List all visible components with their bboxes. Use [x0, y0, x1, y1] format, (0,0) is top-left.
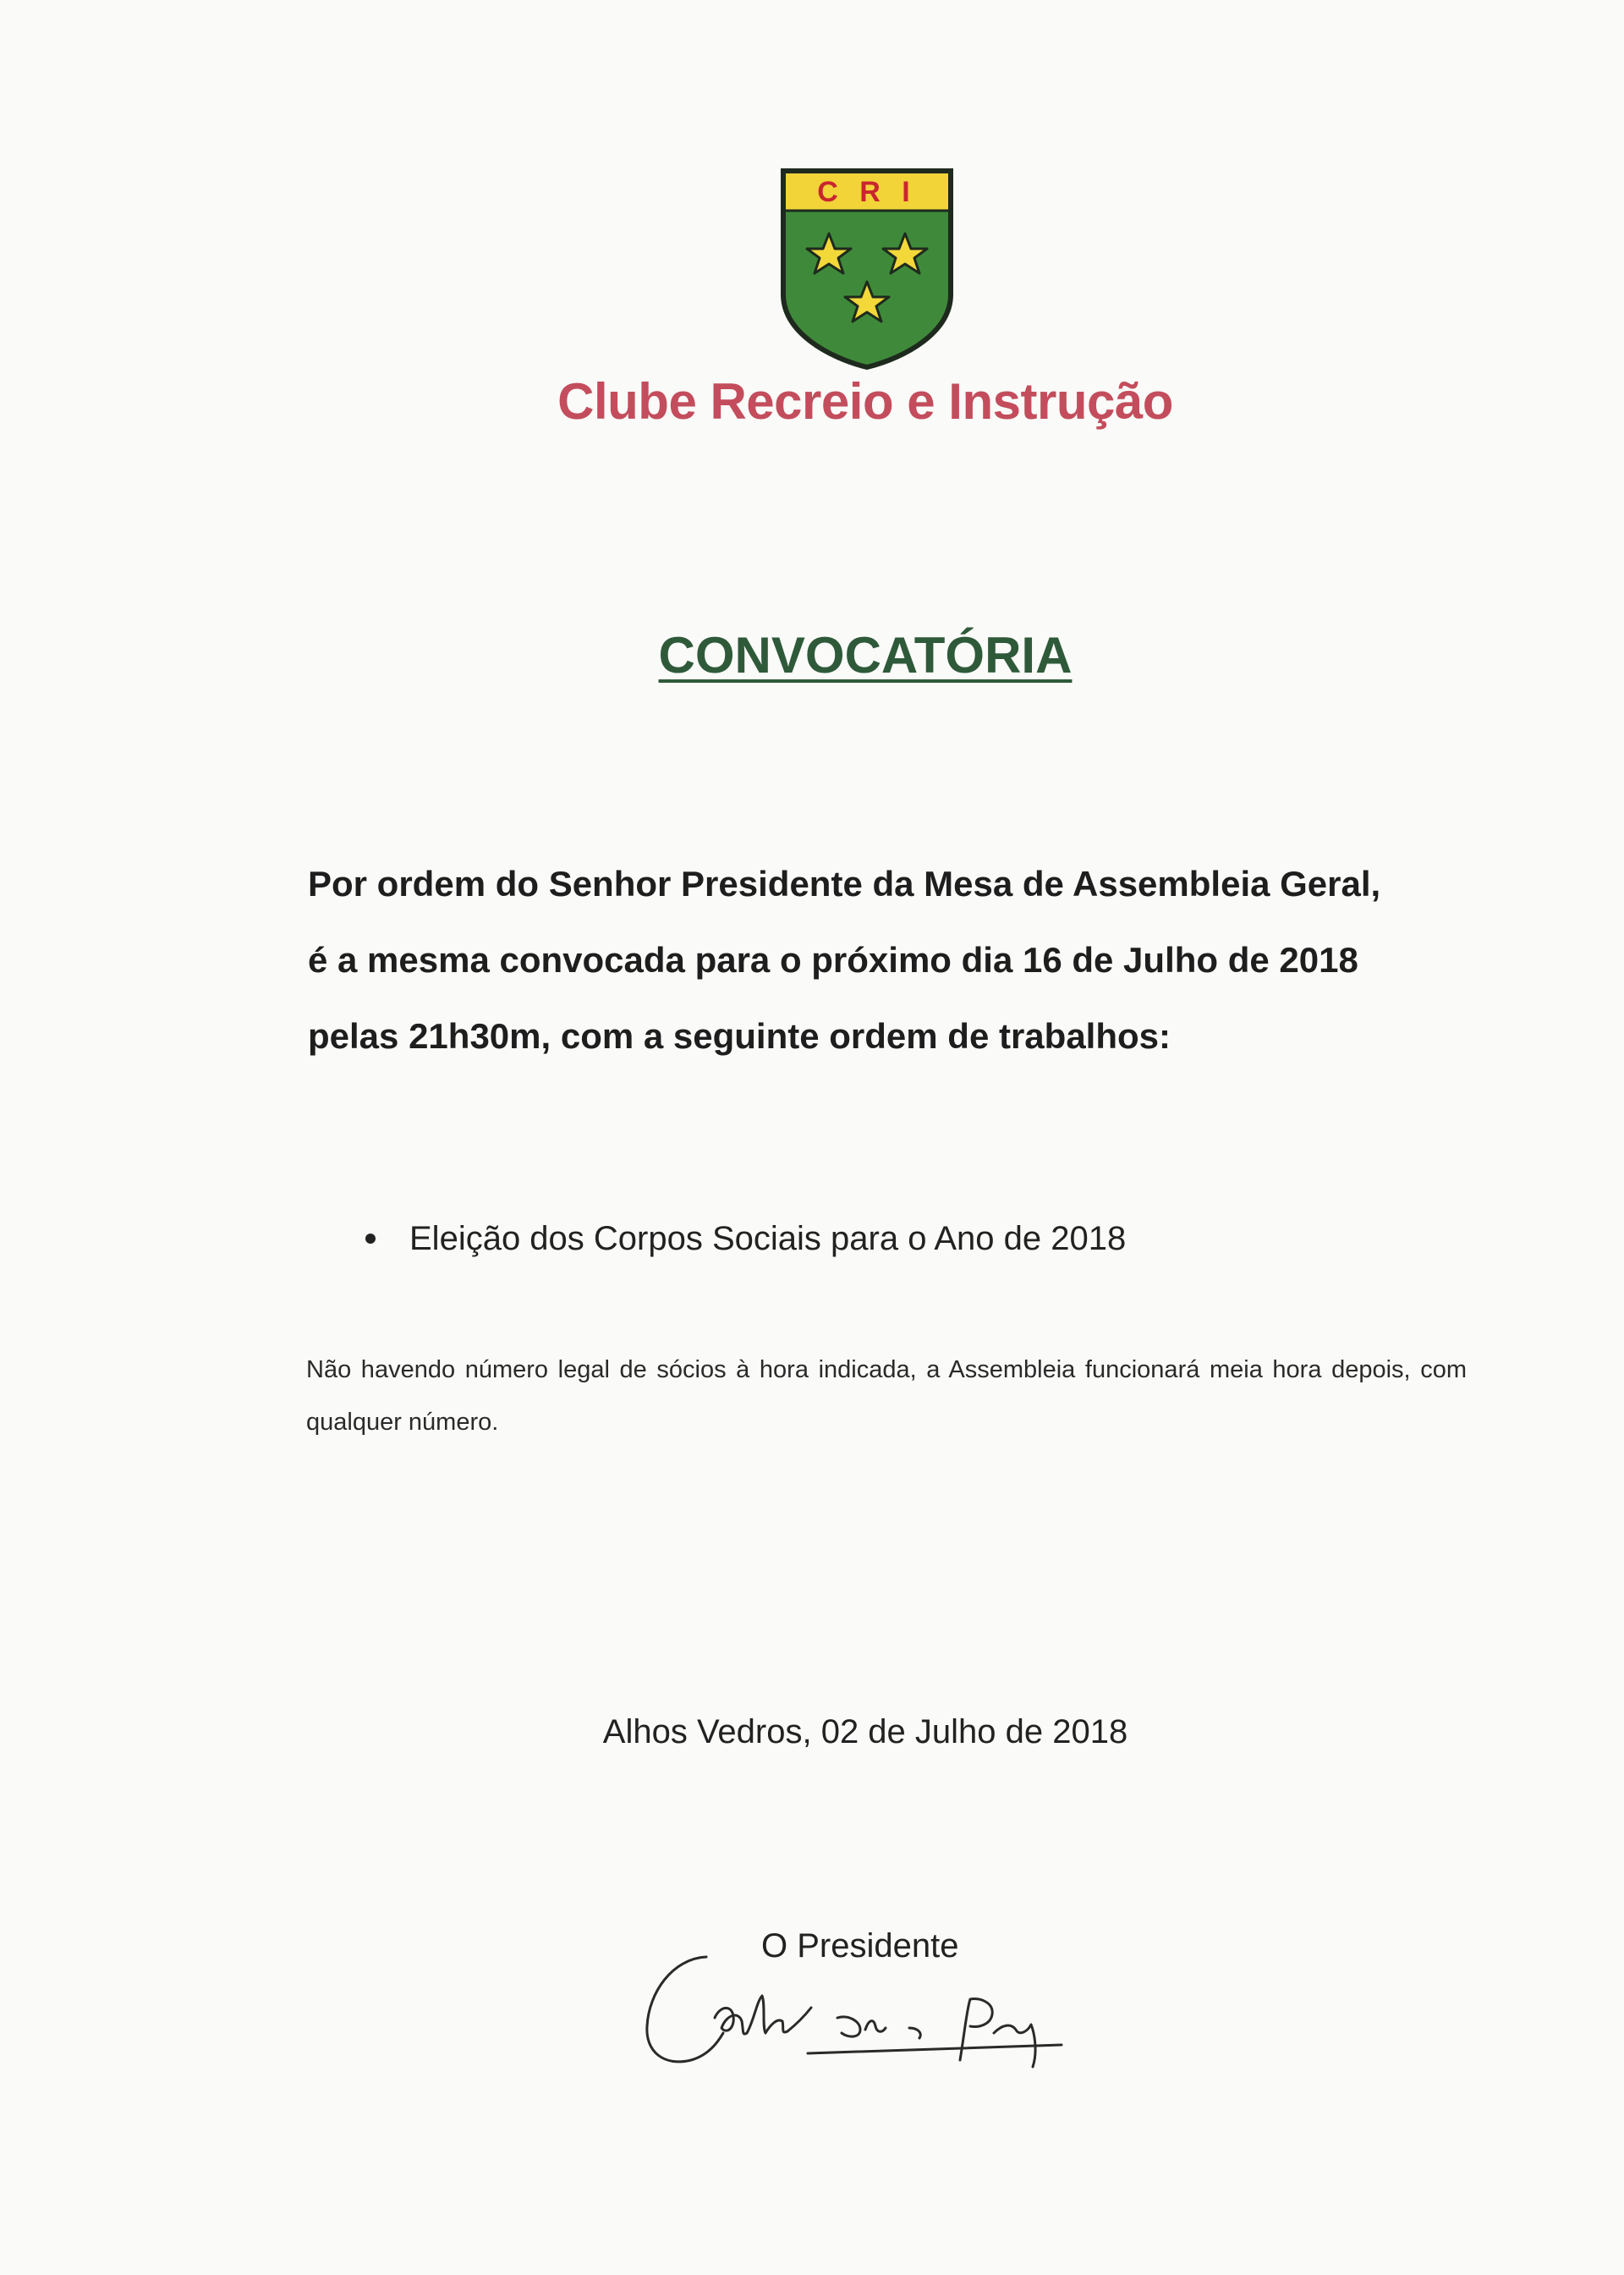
quorum-note: Não havendo número legal de sócios à hora indicada, a Assembleia funcionará meia hora depois, com qualquer número.	[306, 1356, 1467, 1436]
handwritten-signature	[639, 1933, 1078, 2077]
paragraph-line: é a mesma convocada para o próximo dia 16 de Julho de 2018	[308, 940, 1358, 980]
paragraph-line: pelas 21h30m, com a seguinte ordem de trabalhos:	[308, 1016, 1171, 1056]
document-title	[0, 626, 1624, 684]
club-crest-logo	[778, 168, 956, 371]
crest-letters: C R I	[817, 176, 917, 208]
document-title-text: CONVOCATÓRIA	[658, 627, 1073, 684]
convocation-paragraph	[308, 846, 1467, 1074]
paragraph-line: Por ordem do Senhor Presidente da Mesa de Assembleia Geral,	[308, 864, 1381, 904]
place-and-date: Alhos Vedros, 02 de Julho de 2018	[602, 1713, 1128, 1750]
signer-title: O Presidente	[761, 1927, 959, 1965]
club-name: Clube Recreio e Instrução	[557, 373, 1173, 430]
agenda-item: Eleição dos Corpos Sociais para o Ano de 2018	[355, 1212, 1455, 1266]
agenda-list	[355, 1212, 1455, 1266]
